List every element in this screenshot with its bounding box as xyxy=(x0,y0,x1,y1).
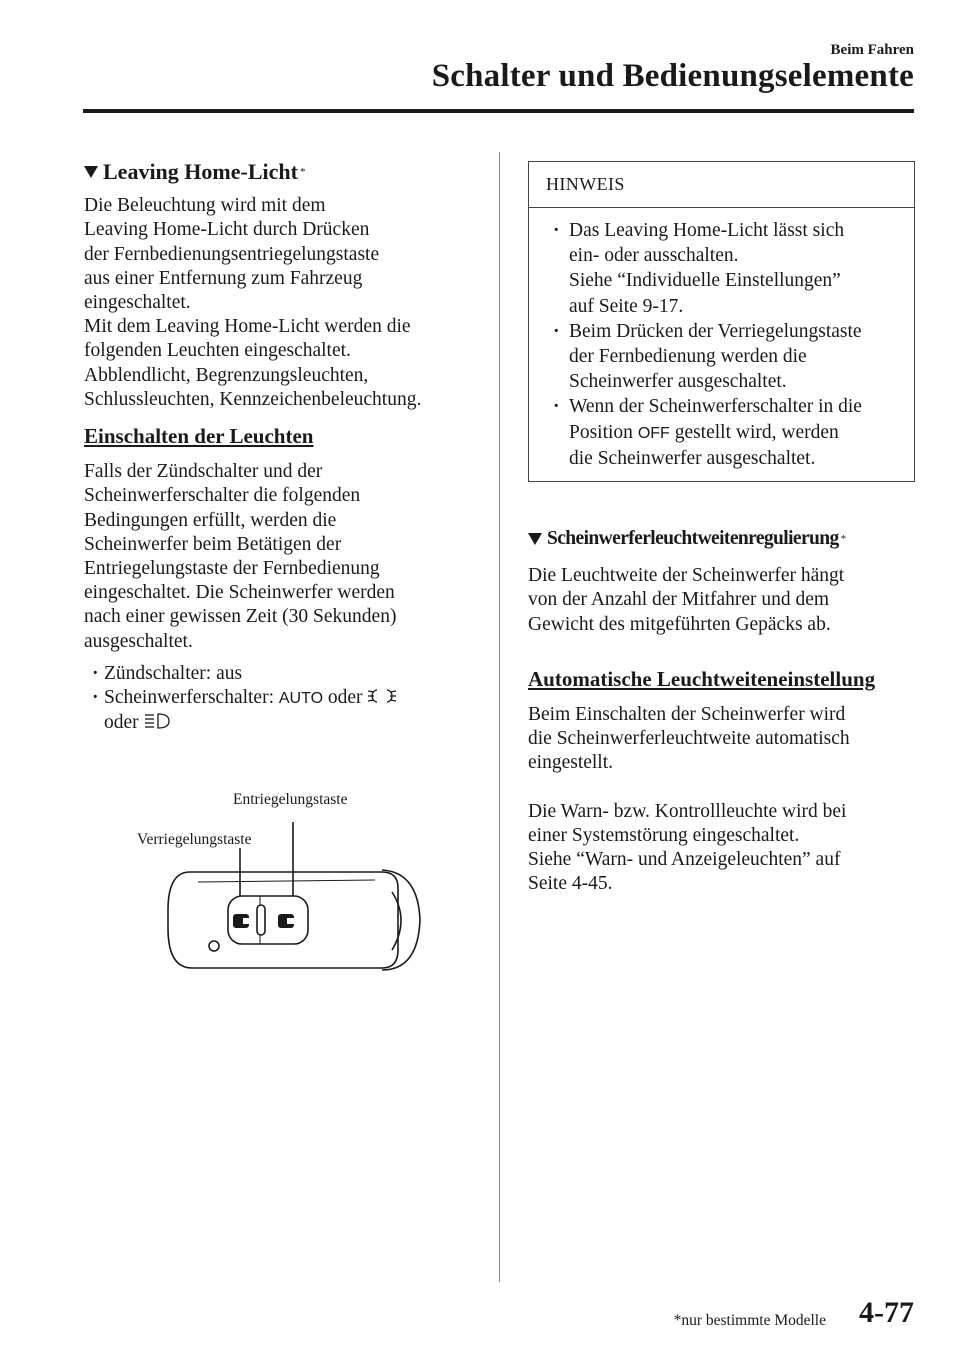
text-line: ausgeschaltet. xyxy=(84,630,193,652)
chapter-label: Beim Fahren xyxy=(830,42,914,58)
text-line: Bedingungen erfüllt, werden die xyxy=(84,509,337,531)
text-line: Seite 4-45. xyxy=(528,873,613,895)
right-column xyxy=(528,527,928,896)
text-line: Mit dem Leaving Home-Licht werden die xyxy=(84,316,411,338)
text-line: Beim Einschalten der Scheinwerfer wird xyxy=(528,704,846,726)
text-line: Das Leaving Home-Licht lässt sich xyxy=(569,220,845,241)
left-column xyxy=(84,160,484,735)
text-line: der Fernbedienungsentriegelungstaste xyxy=(84,243,380,265)
note-item xyxy=(539,218,904,319)
text-line: Scheinwerfer beim Betätigen der xyxy=(84,533,342,555)
text-line: gestellt wird, werden xyxy=(674,421,839,443)
lock-icon xyxy=(233,914,250,928)
text-line: ein- oder ausschalten. xyxy=(569,245,739,267)
label-lock-button: Verriegelungstaste xyxy=(137,831,252,848)
text-line: eingeschaltet. Die Scheinwerfer werden xyxy=(84,582,395,604)
text-line: Wenn der Scheinwerferschalter in die xyxy=(569,396,862,418)
text-line: nach einer gewissen Zeit (30 Sekunden) xyxy=(84,606,397,628)
text-line: Leaving Home-Licht durch Drücken xyxy=(84,219,370,241)
text-line: Abblendlicht, Begrenzungsleuchten, xyxy=(84,364,369,386)
page-title: Schalter und Bedienungselemente xyxy=(431,58,914,94)
text-line: eingeschaltet. xyxy=(84,292,191,314)
note-item xyxy=(539,319,904,395)
label-unlock-button: Entriegelungstaste xyxy=(233,791,348,808)
warning-paragraph xyxy=(528,800,928,897)
subheading-einschalten: Einschalten der Leuchten xyxy=(84,424,314,449)
bullet-text: oder xyxy=(104,712,139,734)
bullet-text: Scheinwerferschalter: xyxy=(104,687,274,709)
text-line: Scheinwerferschalter die folgenden xyxy=(84,485,361,507)
model-asterisk: * xyxy=(299,166,306,178)
headlight-icon xyxy=(144,712,170,730)
key-end-ridge xyxy=(392,892,401,950)
section-marker-icon xyxy=(528,533,542,545)
text-line: Die Beleuchtung wird mit dem xyxy=(84,195,326,217)
text-line: Falls der Zündschalter und der xyxy=(84,461,323,483)
footer-model-note: *nur bestimmte Modelle xyxy=(673,1312,826,1329)
text-line: Siehe “Individuelle Einstellungen” xyxy=(569,270,841,292)
list-item xyxy=(92,686,484,735)
text-line: Schlussleuchten, Kennzeichenbeleuchtung. xyxy=(84,388,422,410)
text-line: folgenden Leuchten eingeschaltet. xyxy=(84,340,351,362)
text-line: Gewicht des mitgeführten Gepäcks ab. xyxy=(528,613,831,635)
text-line: Position xyxy=(569,421,633,443)
switch-position-off: OFF xyxy=(637,424,670,442)
note-body xyxy=(529,208,914,471)
switch-position-auto: AUTO xyxy=(278,690,324,708)
text-line: eingestellt. xyxy=(528,752,614,774)
text-line: einer Systemstörung eingeschaltet. xyxy=(528,824,800,846)
section-heading-leaving-home xyxy=(84,160,484,184)
remote-key-illustration xyxy=(160,810,430,985)
unlock-icon xyxy=(278,914,294,928)
subheading-automatische: Automatische Leuchtweiteneinstellung xyxy=(528,666,876,691)
note-title: HINWEIS xyxy=(529,162,914,208)
section-heading-text: Leaving Home-Licht xyxy=(103,159,298,184)
conditions-paragraph xyxy=(84,460,484,654)
header-rule xyxy=(83,109,914,113)
text-line: Beim Drücken der Verriegelungstaste xyxy=(569,320,862,342)
note-box xyxy=(528,161,915,482)
text-line: von der Anzahl der Mitfahrer und dem xyxy=(528,589,830,611)
parking-light-icon xyxy=(367,687,397,705)
intro-paragraph xyxy=(528,564,928,637)
section-marker-icon xyxy=(84,166,98,178)
text-line: die Scheinwerferleuchtweite automatisch xyxy=(528,728,850,750)
intro-paragraph xyxy=(84,194,484,412)
column-divider xyxy=(499,152,500,1282)
text-line: Die Leuchtweite der Scheinwerfer hängt xyxy=(528,565,845,587)
indicator-dot xyxy=(209,941,219,951)
model-asterisk: * xyxy=(840,533,846,545)
section-heading-leuchtweite xyxy=(528,527,928,551)
body-paragraph xyxy=(528,703,928,776)
bullet-text: Zündschalter: aus xyxy=(104,662,243,684)
list-item xyxy=(92,662,484,686)
text-line: die Scheinwerfer ausgeschaltet. xyxy=(569,447,816,469)
section-heading-text: Scheinwerferleuchtweitenregulierung xyxy=(547,528,839,549)
page-number: 4-77 xyxy=(859,1296,914,1329)
text-line: aus einer Entfernung zum Fahrzeug xyxy=(84,267,363,289)
text-line: auf Seite 9-17. xyxy=(569,295,684,317)
text-line: Scheinwerfer ausgeschaltet. xyxy=(569,371,787,393)
conditions-list xyxy=(84,662,484,736)
text-line: der Fernbedienung werden die xyxy=(569,346,807,368)
text-line: Siehe “Warn- und Anzeigeleuchten” auf xyxy=(528,849,841,871)
note-item xyxy=(539,394,904,471)
bullet-text: oder xyxy=(327,687,363,709)
text-line: Die Warn- bzw. Kontrollleuchte wird bei xyxy=(528,800,847,822)
text-line: Entriegelungstaste der Fernbedienung xyxy=(84,558,380,580)
